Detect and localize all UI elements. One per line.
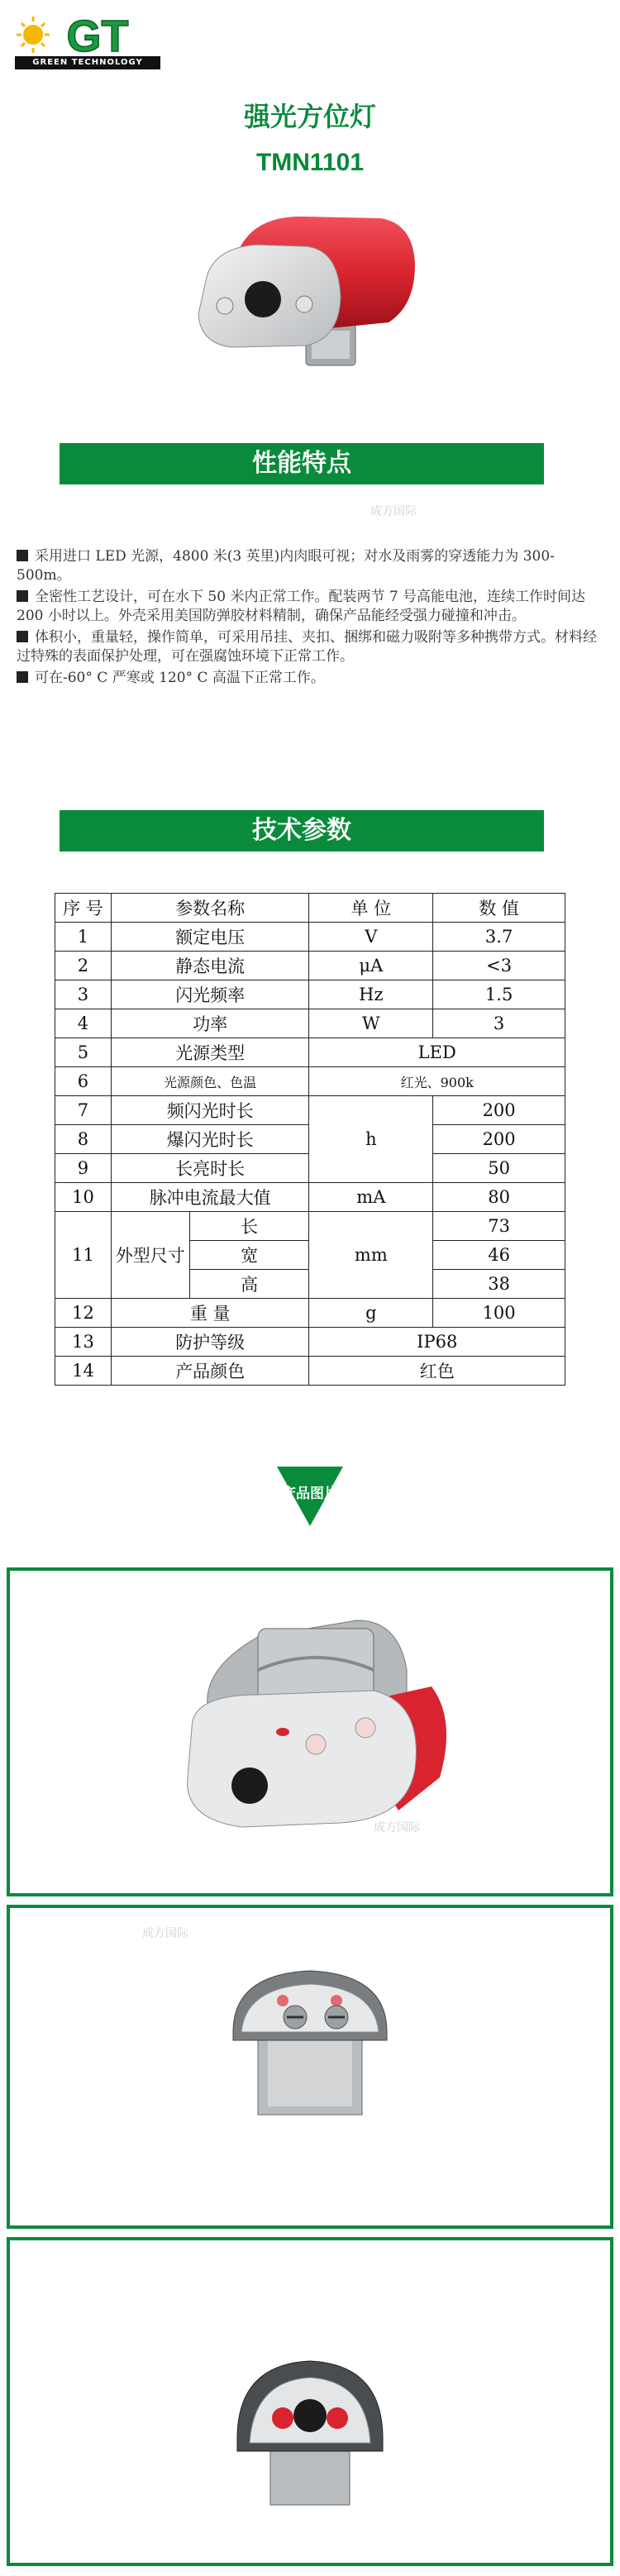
- square-bullet-icon: [17, 550, 28, 561]
- table-cell: 11: [55, 1212, 112, 1299]
- table-cell: 红光、900k: [309, 1067, 565, 1096]
- watermark-text: 成方国际: [142, 1927, 188, 1940]
- watermark-text: 成方国际: [374, 1821, 420, 1834]
- features-list: [17, 547, 607, 690]
- product-model: TMN1101: [255, 149, 365, 176]
- table-cell: 宽: [189, 1241, 309, 1270]
- table-cell: LED: [309, 1038, 565, 1067]
- watermark-text: 成方国际: [370, 505, 417, 518]
- logo-tagline: GREEN TECHNOLOGY: [15, 56, 160, 69]
- table-cell: 数 值: [433, 894, 565, 923]
- table-cell: 200: [433, 1125, 565, 1154]
- table-cell: 额定电压: [111, 923, 309, 952]
- table-cell: 频闪光时长: [111, 1096, 309, 1125]
- company-logo: [15, 13, 160, 69]
- table-cell: IP68: [309, 1328, 565, 1357]
- table-row: [55, 894, 565, 923]
- table-cell: 12: [55, 1299, 112, 1328]
- gt-logo-mark: [15, 13, 160, 56]
- table-cell: 6: [55, 1067, 112, 1096]
- table-cell: 红色: [309, 1357, 565, 1386]
- table-cell: 产品颜色: [111, 1357, 309, 1386]
- hero-lamp-image: [182, 207, 430, 380]
- table-cell: 10: [55, 1183, 112, 1212]
- table-cell: 重 量: [111, 1299, 309, 1328]
- feature-item: 全密性工艺设计，可在水下 50 米内正常工作。配装两节 7 号高能电池，连续工作时间达 200 小时以上。外壳采用美国防弹胶材料精制，确保产品能经受强力碰撞和冲击。: [17, 589, 586, 624]
- table-cell: 9: [55, 1154, 112, 1183]
- table-row: [55, 952, 565, 980]
- features-heading: 性能特点: [60, 443, 544, 484]
- table-cell: 200: [433, 1096, 565, 1125]
- table-cell: 光源颜色、色温: [111, 1067, 309, 1096]
- feature-item: 体积小，重量轻，操作简单，可采用吊挂、夹扣、捆绑和磁力吸附等多种携带方式。材料经过特殊的表面保护处理，可在强腐蚀环境下正常工作。: [17, 629, 597, 665]
- table-cell: 1.5: [433, 980, 565, 1009]
- table-cell: 80: [433, 1183, 565, 1212]
- table-cell: 爆闪光时长: [111, 1125, 309, 1154]
- table-cell: 38: [433, 1270, 565, 1299]
- table-row: [55, 1357, 565, 1386]
- product-photo-3: [7, 2237, 613, 2566]
- table-cell: 长亮时长: [111, 1154, 309, 1183]
- table-cell: 3: [55, 980, 112, 1009]
- table-cell: 外型尺寸: [111, 1212, 189, 1299]
- photos-heading: 产品图片: [282, 1486, 338, 1502]
- feature-item: 可在-60° C 严寒或 120° C 高温下正常工作。: [17, 669, 607, 688]
- product-name: 强光方位灯: [243, 101, 376, 132]
- table-cell: 46: [433, 1241, 565, 1270]
- table-row: [55, 1096, 565, 1125]
- table-cell: W: [309, 1009, 433, 1038]
- square-bullet-icon: [17, 671, 28, 683]
- table-row: [55, 980, 565, 1009]
- table-row: [55, 1038, 565, 1067]
- table-row: [55, 1009, 565, 1038]
- table-cell: g: [309, 1299, 433, 1328]
- table-cell: 3.7: [433, 923, 565, 952]
- table-cell: 4: [55, 1009, 112, 1038]
- table-cell: 13: [55, 1328, 112, 1357]
- table-cell: 3: [433, 1009, 565, 1038]
- table-cell: 脉冲电流最大值: [111, 1183, 309, 1212]
- table-cell: 功率: [111, 1009, 309, 1038]
- svg-text:GT: GT: [66, 13, 129, 56]
- table-cell: 静态电流: [111, 952, 309, 980]
- product-photo-1: [7, 1567, 613, 1896]
- table-cell: 防护等级: [111, 1328, 309, 1357]
- spec-table-body: [55, 893, 565, 1386]
- table-row: [55, 1299, 565, 1328]
- table-cell: 单 位: [309, 894, 433, 923]
- table-cell: h: [309, 1096, 433, 1183]
- table-cell: 50: [433, 1154, 565, 1183]
- table-cell: 73: [433, 1212, 565, 1241]
- table-cell: V: [309, 923, 433, 952]
- table-cell: 1: [55, 923, 112, 952]
- table-row: [55, 923, 565, 952]
- table-cell: 5: [55, 1038, 112, 1067]
- table-cell: 2: [55, 952, 112, 980]
- table-row: [55, 1183, 565, 1212]
- table-cell: 闪光频率: [111, 980, 309, 1009]
- table-row: [55, 1067, 565, 1096]
- table-row: [55, 1328, 565, 1357]
- table-cell: Hz: [309, 980, 433, 1009]
- table-cell: 100: [433, 1299, 565, 1328]
- table-cell: μA: [309, 952, 433, 980]
- table-cell: 高: [189, 1270, 309, 1299]
- feature-item: 采用进口 LED 光源，4800 米(3 英里)内肉眼可视；对水及雨雾的穿透能力为 300-500m。: [17, 548, 555, 584]
- table-cell: mm: [309, 1212, 433, 1299]
- square-bullet-icon: [17, 590, 28, 602]
- square-bullet-icon: [17, 631, 28, 642]
- specs-heading: 技术参数: [60, 810, 544, 852]
- table-cell: 序 号: [55, 894, 112, 923]
- table-row: [55, 1212, 565, 1241]
- table-cell: 参数名称: [111, 894, 309, 923]
- table-cell: 长: [189, 1212, 309, 1241]
- table-cell: <3: [433, 952, 565, 980]
- table-cell: 光源类型: [111, 1038, 309, 1067]
- table-cell: 14: [55, 1357, 112, 1386]
- product-photo-2: [7, 1905, 613, 2229]
- table-cell: 8: [55, 1125, 112, 1154]
- table-cell: 7: [55, 1096, 112, 1125]
- table-cell: mA: [309, 1183, 433, 1212]
